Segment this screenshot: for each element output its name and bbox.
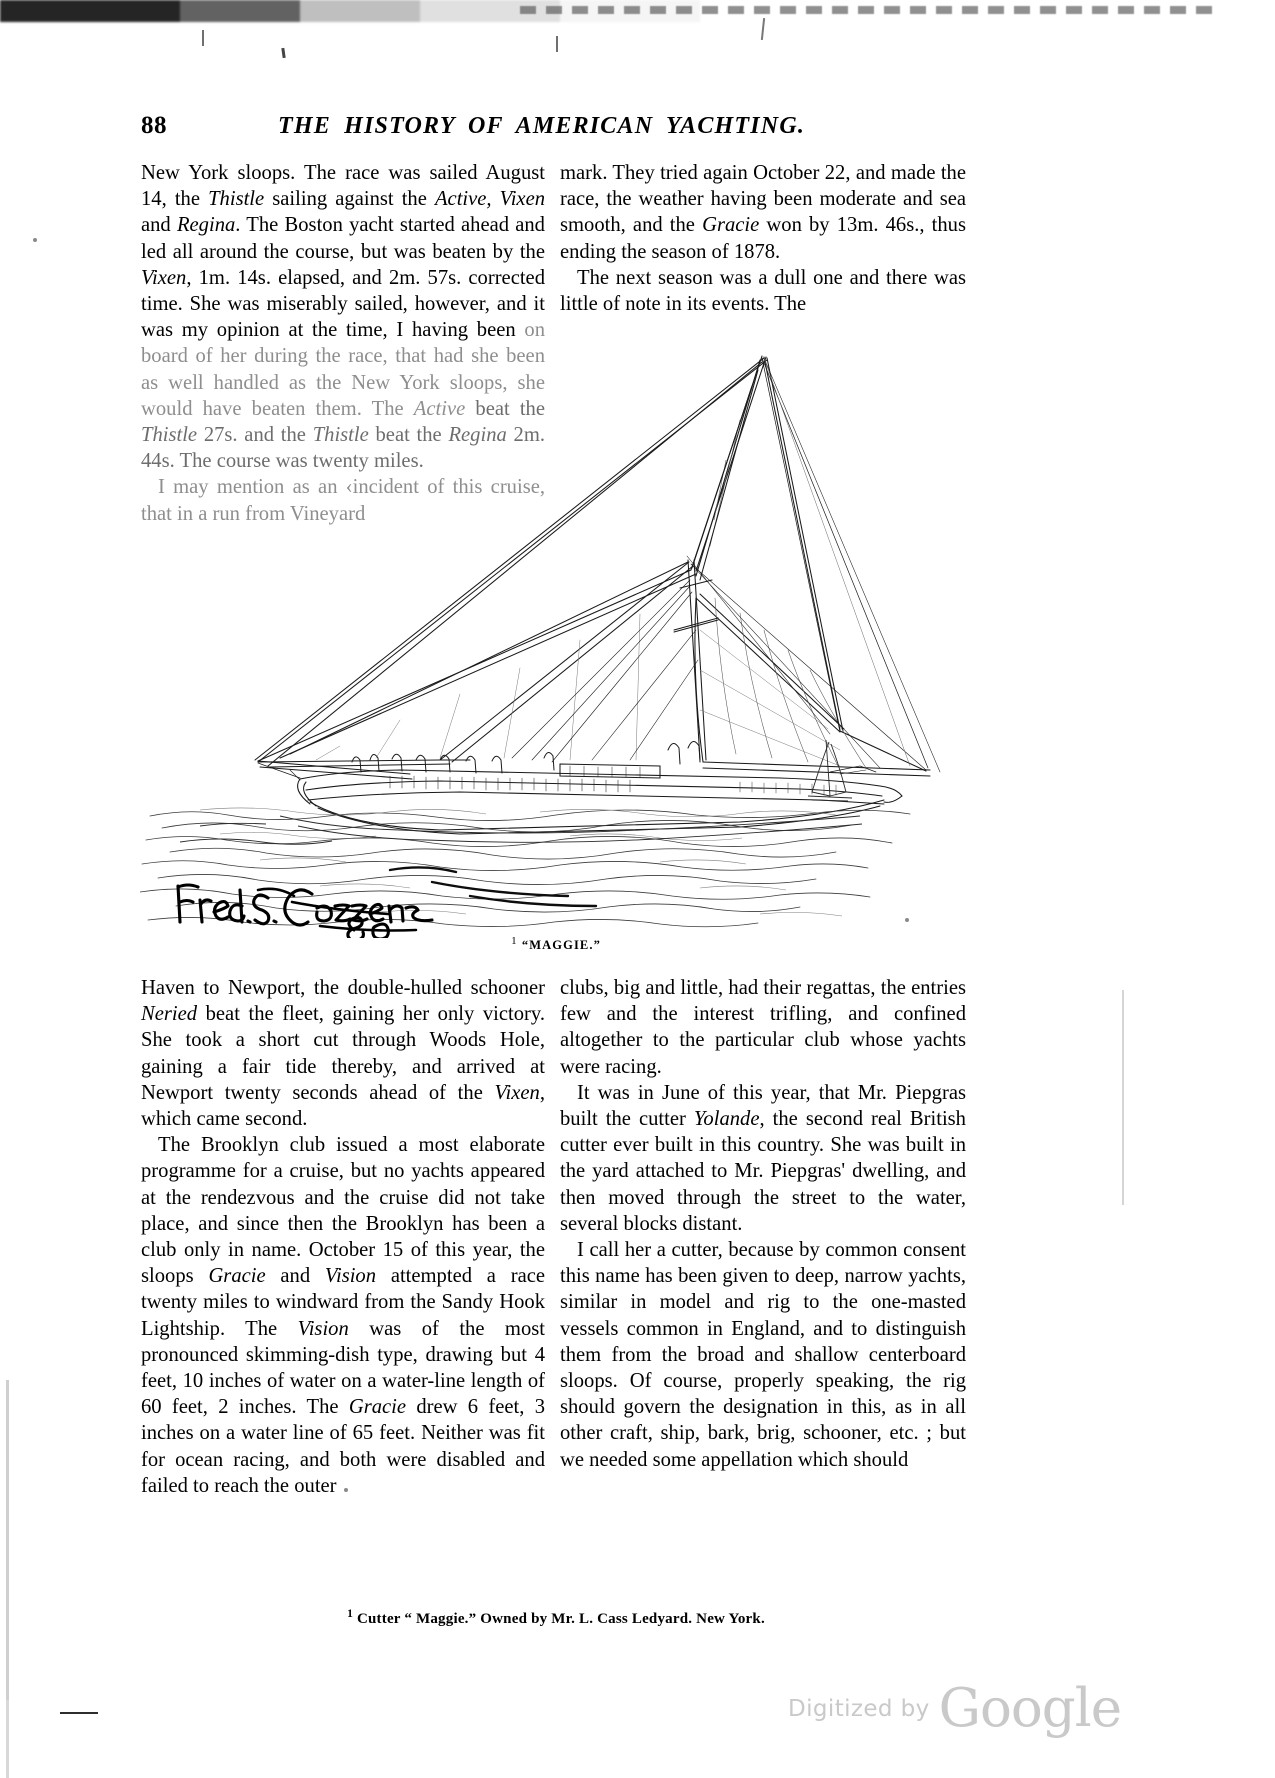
text-run: and [265,1265,325,1288]
faded-text-run: beat the [465,397,545,420]
text-run: It was in June of this year, that Mr. Piepgras built the cutter [560,1081,966,1131]
text-run: and [141,214,177,237]
ship-name-thistle-2: Thistle [141,424,198,447]
footnote-text: Cutter “ Maggie.” Owned by Mr. L. Cass Ledyard. New York. [356,1611,765,1627]
paragraph [560,1080,966,1237]
ship-name-active-2: Active [413,397,466,420]
ship-name-neried: Neried [141,1003,198,1026]
text-run: New York sloops. The race was sailed August 14, the [141,162,545,211]
ship-name-gracie-2: Gracie [348,1396,407,1419]
ship-name-yolande: Yolande [693,1108,760,1131]
text-run: The Brooklyn club issued a most elaborate programme for a cruise, but no yachts appeared at the rendezvous and the cruise did not take place, and since then the Brooklyn has been a club only in name. October 15 of this year, the sloops [141,1134,545,1288]
digitized-by-google-watermark [788,1668,1122,1739]
faded-text-run: 2m. 44s. The course was twenty miles. [141,424,545,473]
faded-text-run: 27s. and the [197,424,313,447]
scan-right-margin-bar [1122,990,1124,1205]
running-title: THE HISTORY OF AMERICAN YACHTING. [278,113,806,139]
scan-left-margin-bar-lower [6,1700,9,1778]
ship-name-thistle-3: Thistle [312,424,369,447]
text-run: , which came second. [141,1081,545,1131]
ship-name-gracie: Gracie [702,214,760,237]
paragraph [141,1132,545,1499]
page-number: 88 [141,112,167,139]
column-bottom-left [141,975,545,1499]
google-logo-text: Google [938,1678,1122,1739]
caption-footnote-marker: 1 [511,935,518,947]
text-run: was of the most pronounced skimming-dish type, drawing but 4 feet, 10 inches of water on a water-line length of 60 feet, 2 inches. The [141,1317,545,1419]
ship-name-vision-2: Vision [297,1317,349,1340]
text-run: , 1m. 14s. elapsed, and 2m. 57s. corrected time. She was miserably sailed, however, and it was my opinion at the time, I having been [141,266,545,342]
text-run: . The Boston yacht started ahead and led all around the course, but was beaten by the [141,214,545,263]
ship-name-thistle: Thistle [208,188,265,211]
illustration-caption [141,935,971,953]
paragraph: I may mention as an ‹incident of this cruise, that in a run from Vineyard [141,476,545,525]
text-run: , the second real British cutter ever built in this country. She was built in the yard attached to Mr. Piepgras' dwelling, and then moved through the street to the water, several blocks distant. [560,1108,966,1235]
scan-tick-upper-right [556,36,558,52]
ship-name-regina-2: Regina [448,424,507,447]
scan-edge-dashes [520,6,1220,14]
text-run: won by 13m. 46s., thus ending the season of 1878. [560,214,966,263]
scan-tick-upper-left [202,30,204,46]
ship-name-gracie: Gracie [208,1265,266,1288]
text-run: sailing against the [264,188,435,211]
scan-tick-upper-far-right [761,18,765,40]
paragraph [560,160,966,265]
ship-name-vixen: Vixen [494,1081,540,1104]
ship-name-regina: Regina [176,214,236,237]
scan-tick-upper-mid [281,48,285,58]
ship-name-vixen: Vixen [141,266,187,289]
scan-bottom-dash [60,1712,98,1714]
column-bottom-right [560,975,966,1473]
text-run: Haven to Newport, the double-hulled schooner [141,977,545,999]
paragraph: clubs, big and little, had their regattas, the entries few and the interest trifling, and confined altogether to the particular club whose yachts were racing. [560,977,966,1078]
ship-name-active-vixen: Active, Vixen [434,188,546,211]
text-run: attempted a race twenty miles to windward from the Sandy Hook Lightship. The [141,1265,545,1340]
paragraph [141,975,545,1132]
text-run: drew 6 feet, 3 inches on a water line of 65 feet. Neither was fit for ocean racing, and both were disabled and failed to reach the outer [141,1396,545,1497]
column-top-right [560,160,966,317]
page-footnote [141,1608,971,1628]
text-run: beat the fleet, gaining her only victory. She took a short cut through Woods Hole, gaining a fair tide thereby, and arrived at Newport twenty seconds ahead of the [141,1003,545,1104]
faded-text-run: on board of her during the race, that had she been as well handled as the New York sloops, she would have beaten them. The [141,319,545,420]
text-run: mark. They tried again October 22, and made the race, the weather having been moderate and sea smooth, and the [560,162,966,237]
running-head [0,112,1275,144]
paragraph: The next season was a dull one and there was little of note in its events. The [560,266,966,316]
caption-text: “MAGGIE.” [521,938,601,953]
scan-left-margin-bar [6,1380,9,1710]
illustration-cutter-maggie [140,330,970,940]
paragraph: I call her a cutter, because by common consent this name has been given to deep, narrow yachts, similar in model and rig to the one-masted vessels common in England, and to distinguish them from the broad and shallow centerboard sloops. Of course, properly speaking, the rig should govern the designation in this, as in all other craft, ship, bark, brig, schooner, etc. ; but we needed some appellation which should [560,1239,966,1471]
watermark-prefix: Digitized by [788,1696,930,1722]
scan-speck-left [33,238,37,242]
ship-name-vision: Vision [324,1265,377,1288]
artist-signature [172,878,472,938]
footnote-marker: 1 [347,1608,354,1620]
faded-text-run: beat the [368,424,449,447]
